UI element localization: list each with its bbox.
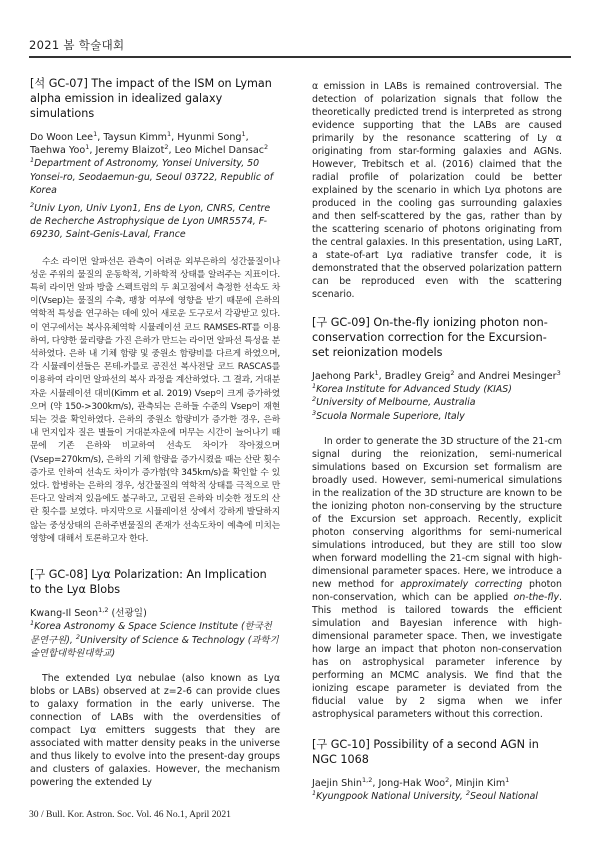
abstract-gc08 bbox=[30, 567, 280, 789]
abstract-body: 수소 라이먼 알파선은 관측이 어려운 외부은하의 성간물질이나 성운 주위의 물질의 운동학적, 기하학적 상태를 알려주는 지표이다. 특히 라이먼 알파 방출 스펙트럼의 두 최고점에서 측정한 선속도 차이(Vsep)는 물질의 수축, 팽창 여부에 영향을 받기 때문에 은하의 역학적 특성을 연구하는 데에 있어 새로운 도구로서 각광받고 있다. 이 연구에서는 복사유체역학 시뮬레이션 코드 RAMSES-RT를 이용하여, 다양한 물리량을 가진 은하가 만드는 라이먼 알파선 특성을 분석하였다. 은하 내 기체 함량 및 중원소 함량비를 다르게 하였으며, 각 시뮬레이션들은 몬테-카를로 공진선 복사전달 코드 RASCAS를 이용하여 라이먼 알파선의 복사 과정을 계산하였다. 그 결과, 거대분자운 시뮬레이션 대비(Kimm et al. 2019) Vsep이 크게 증가하였으며 (약 150->300km/s), 관측되는 은하들 수준의 Vsep이 재현되는 것을 확인하였다. 은하의 중원소 함량비가 증가한 경우, 은하 내 먼지입자 질은 별들이 거대분자운에 머무는 시간이 늘어나기 때문에 기존 은하와 비교하여 선속도 차이가 작아졌으며(Vsep=270km/s), 은하의 기체 함량을 증가시켰을 때는 산란 횟수 증가로 인하여 선속도 차이가 증가함(약 345km/s)을 확인할 수 있었다. 합병하는 은하의 경우, 성간물질의 역학적 상태를 극적으로 만든다고 알려져 있음에도 불구하고, 고립된 은하와 비슷한 정도의 산란 횟수를 보였다. 마지막으로 시뮬레이션 상에서 강하게 발달하지 않는 중성상태의 은하주변물질의 존재가 선속도차이 예측에 미치는 영향에 대해서 토론하고자 한다. bbox=[30, 256, 281, 544]
abstract-title: [구 GC-09] On-the-fly ionizing photon non-conservation correction for the Excursion-set reionization models bbox=[312, 316, 548, 359]
abstract-body: The extended Lyα nebulae (also known as Lyα blobs or LABs) observed at z=2-6 can provide clues to galaxy formation in the early universe. The connection of LABs with the overdensities of compact Lyα emitters suggests that they are associated with matter density peaks in the universe and thus likely to evolve into the present-day groups and clusters of galaxies. However, the mechanism powering the extended Ly bbox=[30, 672, 280, 788]
right-column bbox=[312, 80, 562, 803]
abstract-authors: Jaehong Park$^1$, Bradley Greig$^2$ and Andrei Mesinger$^3$ bbox=[312, 368, 561, 382]
abstract-authors: Do Woon Lee$^1$, Taysun Kimm$^1$, Hyunmi Song$^1$, Taehwa Yoo$^1$, Jeremy Blaizot$^2$, Leo Michel Dansac$^2$ bbox=[30, 129, 269, 157]
abstract-affiliation: $^1$Department of Astronomy, Yonsei University, 50 Yonsei-ro, Seodaemun-gu, Seoul 03722, Republic of Korea bbox=[30, 156, 274, 196]
abstract-authors: Kwang-Il Seon$^{1,2}$ (선광일) bbox=[30, 605, 147, 620]
header-rule bbox=[29, 56, 571, 58]
abstract-gc09 bbox=[312, 315, 562, 721]
page-header-title: 2021 봄 학술대회 bbox=[29, 38, 125, 52]
page-footer: 30 / Bull. Kor. Astron. Soc. Vol. 46 No.1, April 2021 bbox=[29, 809, 231, 820]
abstract-title: [석 GC-07] The impact of the ISM on Lyman alpha emission in idealized galaxy simulations bbox=[30, 77, 272, 120]
left-column bbox=[30, 76, 280, 789]
abstract-gc07 bbox=[30, 76, 280, 546]
abstract-body-continued: α emission in LABs is remained controversial. The detection of polarization signals that follow the theoretically predicted trend is interpreted as strong evidence supporting that the LABs are caused primarily by the resonance scattering of Ly α originating from star-forming galaxies and AGNs. However, Trebitsch et al. (2016) claimed that the radial profile of polarization could be better explained by the scenario in which Lyα photons are produced in the cooling gas surrounding galaxies and then self-scattered by the gas, rather than by the scattering scenario of photons originating from the central galaxies. In this presentation, using LaRT, a state-of-art Lyα radiative transfer code, it is demonstrated that the observed polarization pattern can be reproduced even with the scattering scenario. bbox=[312, 81, 562, 300]
abstract-affiliation: $^1$Korea Institute for Advanced Study (KIAS) $^2$University of Melbourne, Australia $^3$Scuola Normale Superiore, Italy bbox=[312, 382, 512, 422]
abstract-body: In order to generate the 3D structure of the 21-cm signal during the reionization, semi-numerical simulations based on Excursion set formalism are broadly used. However, semi-numerical simulations in the realization of the 3D structure are known to be the ionizing photon non-conserving by the structure of the Excursion set approach. Recently, explicit photon conserving algorithms for semi-numerical simulations introduced, but they are still too slow when forward modelling the 21-cm signal with high-dimensional parameter spaces. Here, we introduce a new method for approximately correcting photon non-conservation, which can be applied on-the-fly. This method is tailored towards the efficient simulation and Bayesian inference with high-dimensional parameter space. Then, we investigate how large an impact that photon non-conservation has on astrophysical parameter inference by performing an MCMC analysis. We find that the ionizing escape parameter is deviated from the fiducial value by 2 sigma when we infer astrophysical parameters without this correction. bbox=[312, 435, 562, 720]
abstract-affiliation: $^1$Korea Astronomy & Space Science Institute (한국천문연구원), $^2$University of Science & Technology (과학기술연합대학원대학교) bbox=[30, 619, 279, 659]
abstract-title: [구 GC-10] Possibility of a second AGN in NGC 1068 bbox=[312, 737, 539, 766]
abstract-affiliation: $^1$Kyungpook National University, $^2$Seoul National bbox=[312, 788, 539, 803]
abstract-gc10 bbox=[312, 737, 562, 803]
abstract-title: [구 GC-08] Lyα Polarization: An Implication to the Lyα Blobs bbox=[30, 568, 267, 597]
abstract-affiliation: $^2$Univ Lyon, Univ Lyon1, Ens de Lyon, CNRS, Centre de Recherche Astrophysique de Lyon UMR5574, F-69230, Saint-Genis-Laval, France bbox=[30, 200, 271, 241]
abstract-authors: Jaejin Shin$^{1,2}$, Jong-Hak Woo$^2$, Minjin Kim$^1$ bbox=[312, 775, 510, 789]
